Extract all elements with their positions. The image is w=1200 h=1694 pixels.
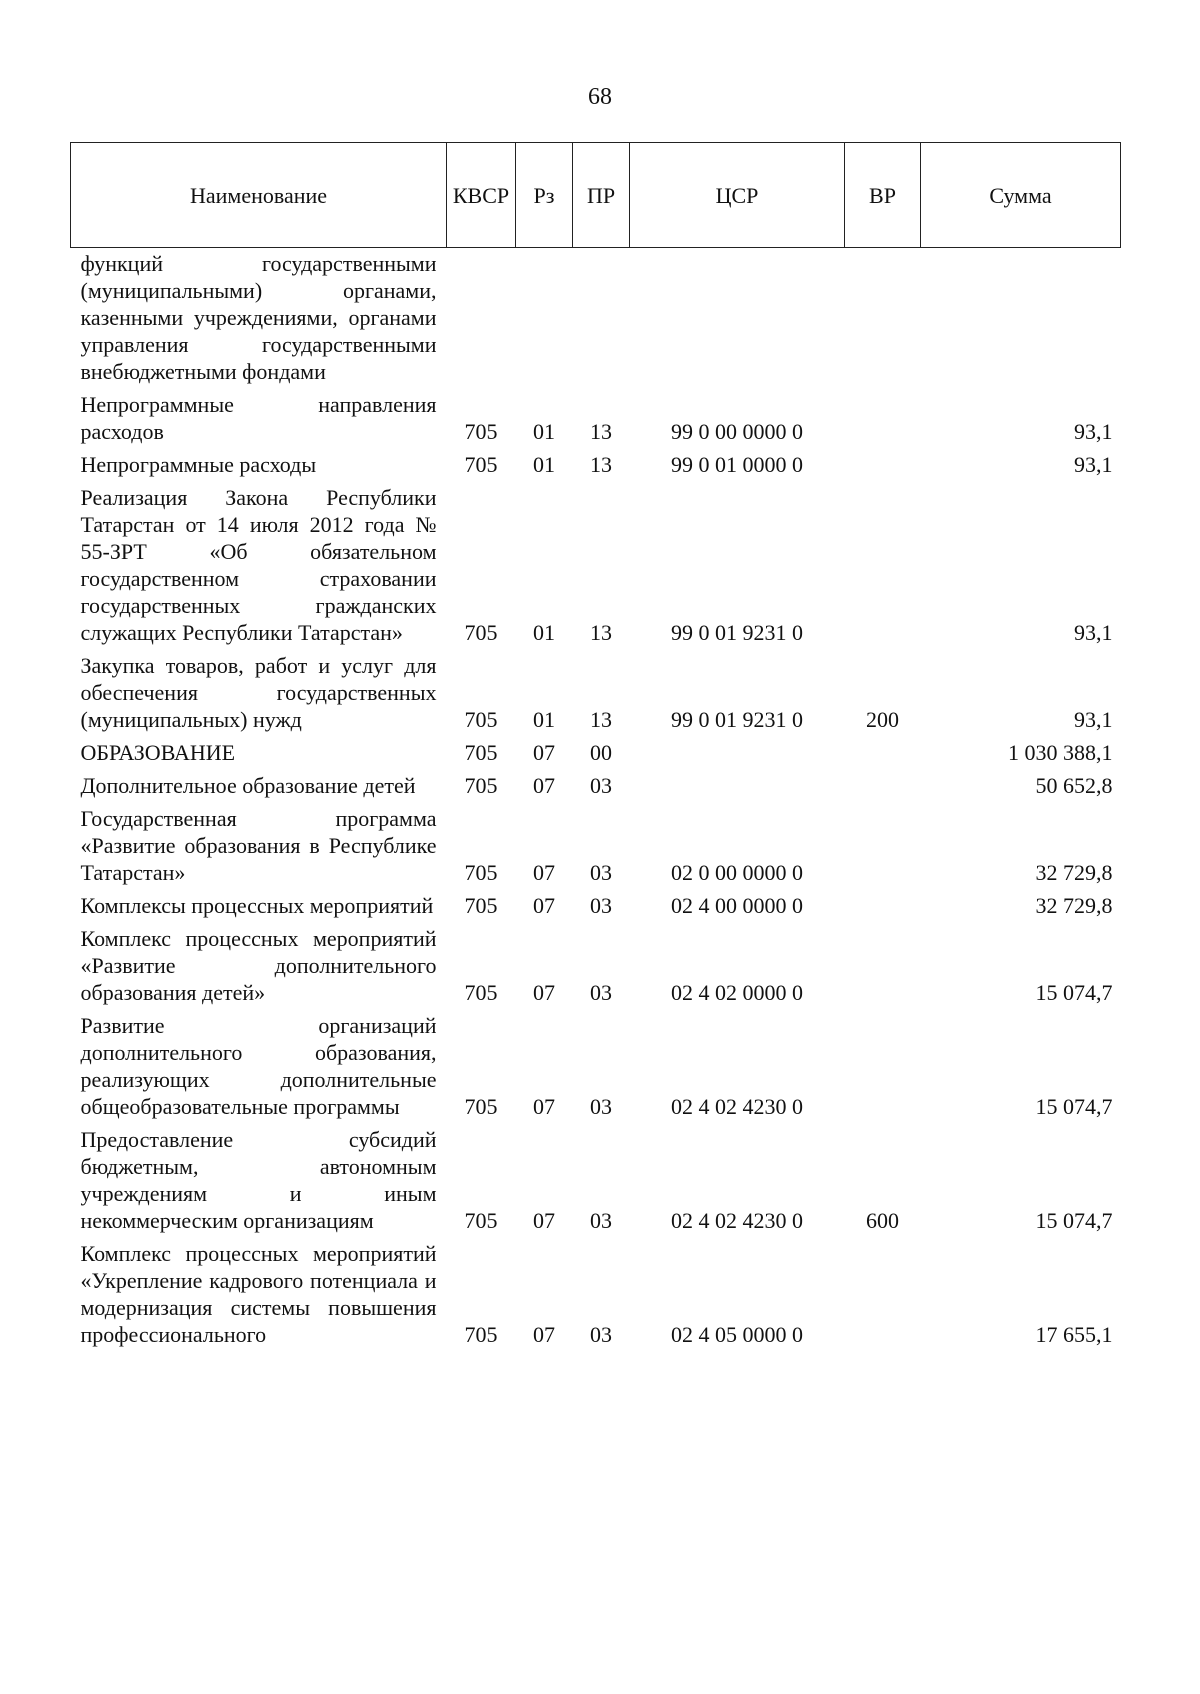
cell-vr bbox=[845, 801, 921, 888]
cell-pr: 03 bbox=[590, 980, 612, 1005]
cell-csr: 02 4 02 4230 0 bbox=[671, 1094, 803, 1119]
table-row bbox=[71, 248, 1121, 388]
table-body bbox=[71, 248, 1121, 1351]
header-kvsr: КВСР bbox=[447, 143, 516, 248]
header-name: Наименование bbox=[71, 143, 447, 248]
page-number: 68 bbox=[588, 84, 612, 110]
cell-vr bbox=[845, 888, 921, 921]
cell-kvsr: 705 bbox=[464, 1208, 498, 1233]
cell-sum: 1 030 388,1 bbox=[1008, 740, 1113, 765]
table-row bbox=[71, 1122, 1121, 1236]
table-header bbox=[71, 143, 1121, 248]
table-row bbox=[71, 1008, 1121, 1122]
cell-kvsr bbox=[447, 248, 516, 388]
cell-rz: 07 bbox=[533, 893, 555, 918]
cell-name: Государственная программа «Развитие образования в Республике Татарстан» bbox=[80, 806, 437, 885]
cell-csr: 99 0 01 9231 0 bbox=[671, 707, 803, 732]
cell-csr: 02 4 02 4230 0 bbox=[671, 1208, 803, 1233]
cell-pr: 03 bbox=[590, 1094, 612, 1119]
cell-rz: 07 bbox=[533, 980, 555, 1005]
cell-kvsr: 705 bbox=[464, 1094, 498, 1119]
table-row bbox=[71, 735, 1121, 768]
cell-csr bbox=[630, 248, 845, 388]
cell-rz: 01 bbox=[533, 452, 555, 477]
budget-table bbox=[70, 142, 1121, 1350]
cell-csr: 02 4 05 0000 0 bbox=[671, 1322, 803, 1347]
cell-kvsr: 705 bbox=[464, 773, 498, 798]
cell-kvsr: 705 bbox=[464, 620, 498, 645]
cell-vr bbox=[845, 768, 921, 801]
cell-rz: 01 bbox=[533, 707, 555, 732]
cell-name: Комплекс процессных мероприятий «Развитие дополнительного образования детей» bbox=[80, 926, 437, 1005]
cell-rz: 07 bbox=[533, 1208, 555, 1233]
cell-sum: 32 729,8 bbox=[1035, 893, 1113, 918]
cell-pr: 13 bbox=[590, 452, 612, 477]
table-row bbox=[71, 387, 1121, 447]
table-row bbox=[71, 480, 1121, 648]
cell-pr: 03 bbox=[590, 860, 612, 885]
cell-name: Дополнительное образование детей bbox=[80, 773, 416, 798]
cell-vr bbox=[845, 1236, 921, 1350]
cell-csr bbox=[630, 768, 845, 801]
header-csr: ЦСР bbox=[630, 143, 845, 248]
cell-vr bbox=[845, 735, 921, 768]
cell-rz: 07 bbox=[533, 1094, 555, 1119]
cell-pr: 00 bbox=[590, 740, 612, 765]
table-row bbox=[71, 768, 1121, 801]
cell-rz: 01 bbox=[533, 620, 555, 645]
cell-csr: 99 0 01 0000 0 bbox=[671, 452, 803, 477]
cell-pr bbox=[573, 248, 630, 388]
cell-csr bbox=[630, 735, 845, 768]
cell-vr bbox=[845, 1008, 921, 1122]
cell-sum: 32 729,8 bbox=[1035, 860, 1113, 885]
cell-sum: 15 074,7 bbox=[1035, 980, 1113, 1005]
cell-name: Непрограммные направления расходов bbox=[80, 392, 437, 444]
cell-vr bbox=[845, 921, 921, 1008]
cell-kvsr: 705 bbox=[464, 893, 498, 918]
cell-name: Развитие организаций дополнительного образования, реализующих дополнительные общеобразовательные программы bbox=[80, 1013, 437, 1119]
cell-sum: 15 074,7 bbox=[1035, 1094, 1113, 1119]
cell-pr: 03 bbox=[590, 773, 612, 798]
cell-sum: 93,1 bbox=[1074, 452, 1113, 477]
cell-pr: 13 bbox=[590, 620, 612, 645]
cell-pr: 13 bbox=[590, 419, 612, 444]
cell-name: ОБРАЗОВАНИЕ bbox=[80, 740, 236, 765]
cell-vr: 600 bbox=[866, 1208, 899, 1233]
table-row bbox=[71, 921, 1121, 1008]
cell-csr: 02 4 00 0000 0 bbox=[671, 893, 803, 918]
cell-vr bbox=[845, 248, 921, 388]
cell-sum: 93,1 bbox=[1074, 419, 1113, 444]
cell-pr: 13 bbox=[590, 707, 612, 732]
cell-vr bbox=[845, 387, 921, 447]
cell-name: Непрограммные расходы bbox=[80, 452, 317, 477]
cell-sum: 17 655,1 bbox=[1035, 1322, 1113, 1347]
cell-csr: 02 0 00 0000 0 bbox=[671, 860, 803, 885]
cell-sum: 93,1 bbox=[1074, 707, 1113, 732]
cell-pr: 03 bbox=[590, 1322, 612, 1347]
cell-name: функций государственными (муниципальными) органами, казенными учреждениями, органами управления государственными внебюджетными фондами bbox=[80, 251, 437, 384]
cell-kvsr: 705 bbox=[464, 1322, 498, 1347]
cell-rz: 07 bbox=[533, 860, 555, 885]
table-row bbox=[71, 801, 1121, 888]
header-sum: Сумма bbox=[921, 143, 1121, 248]
header-rz: Рз bbox=[516, 143, 573, 248]
cell-csr: 02 4 02 0000 0 bbox=[671, 980, 803, 1005]
cell-csr: 99 0 00 0000 0 bbox=[671, 419, 803, 444]
cell-kvsr: 705 bbox=[464, 980, 498, 1005]
cell-sum bbox=[921, 248, 1121, 388]
cell-vr bbox=[845, 480, 921, 648]
table-row bbox=[71, 1236, 1121, 1350]
cell-pr: 03 bbox=[590, 1208, 612, 1233]
table-row bbox=[71, 648, 1121, 735]
cell-kvsr: 705 bbox=[464, 860, 498, 885]
cell-rz bbox=[516, 248, 573, 388]
cell-sum: 93,1 bbox=[1074, 620, 1113, 645]
cell-csr: 99 0 01 9231 0 bbox=[671, 620, 803, 645]
cell-kvsr: 705 bbox=[464, 452, 498, 477]
table-row bbox=[71, 888, 1121, 921]
cell-pr: 03 bbox=[590, 893, 612, 918]
cell-vr bbox=[845, 447, 921, 480]
cell-kvsr: 705 bbox=[464, 740, 498, 765]
cell-rz: 07 bbox=[533, 740, 555, 765]
cell-name: Реализация Закона Республики Татарстан от 14 июля 2012 года № 55-ЗРТ «Об обязательном государственном страховании государственных гражданских служащих Республики Татарстан» bbox=[80, 485, 437, 645]
cell-name: Комплексы процессных мероприятий bbox=[80, 893, 434, 918]
header-vr: ВР bbox=[845, 143, 921, 248]
cell-rz: 07 bbox=[533, 1322, 555, 1347]
cell-name: Закупка товаров, работ и услуг для обеспечения государственных (муниципальных) нужд bbox=[80, 653, 437, 732]
cell-name: Комплекс процессных мероприятий «Укрепление кадрового потенциала и модернизация системы повышения профессионального bbox=[80, 1241, 437, 1347]
cell-sum: 50 652,8 bbox=[1035, 773, 1113, 798]
cell-sum: 15 074,7 bbox=[1035, 1208, 1113, 1233]
cell-rz: 07 bbox=[533, 773, 555, 798]
cell-name: Предоставление субсидий бюджетным, автономным учреждениям и иным некоммерческим организациям bbox=[80, 1127, 437, 1233]
cell-kvsr: 705 bbox=[464, 419, 498, 444]
cell-kvsr: 705 bbox=[464, 707, 498, 732]
cell-rz: 01 bbox=[533, 419, 555, 444]
table-row bbox=[71, 447, 1121, 480]
cell-vr: 200 bbox=[866, 707, 899, 732]
header-pr: ПР bbox=[573, 143, 630, 248]
